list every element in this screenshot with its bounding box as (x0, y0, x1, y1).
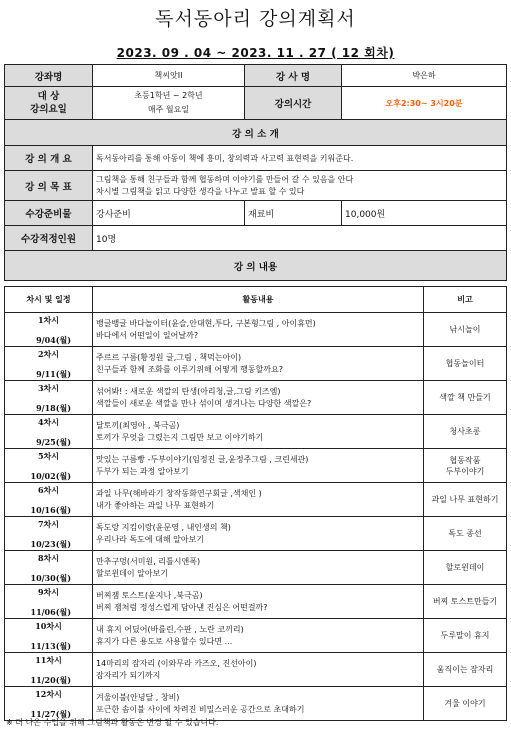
fee-value: 10,000원 (342, 201, 507, 226)
schedule-row (5, 619, 507, 653)
note-cell: 두루말이 휴지 (424, 619, 507, 653)
note-cell: 청사초롱 (424, 415, 507, 449)
session-cell (5, 585, 93, 619)
course-name-value: 책씨앗II (93, 65, 245, 87)
goal-line-2: 차시별 그림책을 읽고 다양한 생각을 나누고 발표 할 수 있다 (96, 186, 305, 196)
materials-label: 수강준비물 (5, 201, 93, 226)
course-content-header: 강 의 내용 (5, 251, 507, 281)
book-title: 과일 나무(해바라기 창작동화연구회글 ,색채인 ) (96, 488, 262, 498)
class-day: 매주 월요일 (147, 105, 190, 114)
activity-description: 휴지가 다른 용도로 사용할수 있다면 ... (96, 636, 233, 646)
session-number: 1차시 (37, 314, 60, 325)
schedule-row (5, 449, 507, 483)
note-cell: 색깔 책 만들기 (424, 381, 507, 415)
activity-cell (93, 415, 424, 449)
schedule-row (5, 551, 507, 585)
instructor-label: 강 사 명 (245, 65, 342, 87)
activity-description: 색깔들이 새로운 색깔을 만나 섞이며 생겨나는 다양한 색깔은? (96, 398, 312, 408)
activity-cell (93, 517, 424, 551)
note-cell: 움직이는 잠자리 (424, 653, 507, 687)
materials-value: 강사준비 (93, 201, 245, 226)
session-number: 3차시 (37, 382, 60, 393)
activity-cell (93, 347, 424, 381)
session-number: 9차시 (37, 586, 60, 597)
activity-cell (93, 381, 424, 415)
session-date: 11/06(월) (30, 606, 71, 617)
schedule-row (5, 653, 507, 687)
book-title: 내 휴지 어딨어(바를린,수판 , 노란 코끼리) (96, 624, 244, 634)
book-title: 만추구멍(서미원, 리틀시앤폭) (96, 556, 201, 566)
book-title: 맛있는 구름빵 -두부이야기(임정진 글,윤정주그림 , 크린세관) (96, 454, 309, 464)
session-cell (5, 313, 93, 347)
class-time-value: 오후2:30~ 3시20분 (342, 87, 507, 120)
activity-description: 친구들과 함께 조화를 이루기위해 어떻게 행동할까요? (96, 364, 283, 374)
session-cell (5, 687, 93, 721)
note-cell: 할로윈데이 (424, 551, 507, 585)
session-number: 7차시 (37, 518, 60, 529)
target-day-label: 대 상 강의요일 (5, 87, 93, 120)
activity-description: 두부가 되는 과정 알아보기 (96, 466, 189, 476)
course-intro-header: 강 의 소 개 (5, 120, 507, 146)
session-date: 11/27(월) (30, 708, 71, 719)
schedule-row (5, 313, 507, 347)
session-date: 10/16(월) (30, 504, 71, 515)
schedule-row (5, 347, 507, 381)
book-title: 주르르 구름(황정원 글,그림 , 책먹는아이) (96, 352, 242, 362)
session-date: 10/30(월) (30, 572, 71, 583)
course-name-label: 강좌명 (5, 65, 93, 87)
capacity-value: 10명 (93, 226, 507, 251)
session-date: 10/02(월) (30, 470, 71, 481)
session-date: 9/11(월) (36, 368, 71, 379)
target-grade: 초등1학년 ~ 2학년 (134, 91, 203, 100)
session-date: 9/25(월) (36, 436, 71, 447)
session-cell (5, 653, 93, 687)
activity-cell (93, 653, 424, 687)
activity-description: 잠자리가 되기까지 (96, 670, 161, 680)
activity-description: 버찌 잼처럼 정성스럽게 담아낸 진심은 어떤걸까? (96, 602, 268, 612)
schedule-row (5, 415, 507, 449)
session-cell (5, 347, 93, 381)
note-cell: 낚시놀이 (424, 313, 507, 347)
goal-value (93, 171, 507, 201)
schedule-row (5, 483, 507, 517)
class-time-label: 강의시간 (245, 87, 342, 120)
activity-description: 내가 좋아하는 과일 나무 표현하기 (96, 500, 215, 510)
note-cell: 독도 종선 (424, 517, 507, 551)
note-cell: 버찌 토스트만들기 (424, 585, 507, 619)
activity-cell (93, 585, 424, 619)
activity-cell (93, 687, 424, 721)
note-cell: 과일 나무 표현하기 (424, 483, 507, 517)
session-cell (5, 381, 93, 415)
target-day-value (93, 87, 245, 120)
session-date: 9/18(월) (36, 402, 71, 413)
instructor-value: 박은하 (342, 65, 507, 87)
fee-label: 재료비 (245, 201, 342, 226)
col-session-header: 차시 및 일정 (5, 287, 93, 313)
capacity-label: 수강적정인원 (5, 226, 93, 251)
goal-label: 강 의 목 표 (5, 171, 93, 201)
activity-cell (93, 483, 424, 517)
activity-description: 우리나라 독도에 대해 알아보기 (96, 534, 205, 544)
session-number: 2차시 (37, 348, 60, 359)
session-cell (5, 551, 93, 585)
col-activity-header: 활동내용 (93, 287, 424, 313)
book-title: 달토끼(최영아 , 북극곰) (96, 420, 180, 430)
book-title: 겨울이불(안녕달 , 창비) (96, 692, 180, 702)
book-title: 14마리의 잠자리 (이와무라 카즈오, 진선아이) (96, 658, 257, 668)
book-title: 독도랑 지킴이랑(윤문영 , 내인생의 책) (96, 522, 231, 532)
activity-cell (93, 313, 424, 347)
activity-description: 포근한 솜이불 사이에 차려진 비밀스러운 공간으로 초대하기 (96, 704, 305, 714)
activity-cell (93, 449, 424, 483)
session-date: 10/23(월) (30, 538, 71, 549)
schedule-row (5, 381, 507, 415)
goal-line-1: 그림책을 통해 친구들과 함께 협동하며 이야기를 만들어 갈 수 있음을 안다 (96, 174, 354, 184)
session-cell (5, 415, 93, 449)
activity-description: 토끼가 무엇을 그렸는지 그림만 보고 이야기하기 (96, 432, 264, 442)
col-note-header: 비고 (424, 287, 507, 313)
session-number: 11차시 (35, 654, 62, 665)
schedule-row (5, 585, 507, 619)
overview-value: 독서동아리를 통해 아동이 책에 흥미, 창의력과 사고력 표현력을 키워준다. (93, 146, 507, 171)
note-cell: 겨울 이야기 (424, 687, 507, 721)
overview-label: 강 의 개 요 (5, 146, 93, 171)
session-cell (5, 517, 93, 551)
session-number: 6차시 (37, 484, 60, 495)
session-number: 5차시 (37, 450, 60, 461)
activity-cell (93, 619, 424, 653)
session-date: 11/13(월) (30, 640, 71, 651)
activity-description: 할로윈데이 알아보기 (96, 568, 169, 578)
book-title: 뱅글뱅글 바다놀이터(윤슬,안대현,투다, 구본형그림 , 아이휴먼) (96, 318, 316, 328)
footnote: ※ 더 나은 수업을 위해 그림책과 활동은 변경 될 수 있습니다. (6, 718, 219, 727)
course-period: 2023. 09 . 04 ~ 2023. 11 . 27 ( 12 회차) (116, 46, 395, 60)
schedule-table (4, 286, 507, 721)
session-cell (5, 483, 93, 517)
book-title: 섞어봐! : 새로운 색깔의 탄생(아리청,글,그림 키즈엠) (96, 386, 281, 396)
session-date: 9/04(월) (36, 334, 71, 345)
schedule-row (5, 687, 507, 721)
session-cell (5, 619, 93, 653)
activity-description: 바다에서 어떤일이 일어날까? (96, 330, 199, 340)
activity-cell (93, 551, 424, 585)
note-cell: 협동작품 두부이야기 (424, 449, 507, 483)
session-number: 10차시 (35, 620, 62, 631)
schedule-row (5, 517, 507, 551)
book-title: 버찌잼 토스트(윤지나 ,북극곰) (96, 590, 203, 600)
session-date: 11/20(월) (30, 674, 71, 685)
session-number: 4차시 (37, 416, 60, 427)
session-cell (5, 449, 93, 483)
session-number: 12차시 (35, 688, 62, 699)
document-title: 독서동아리 강의계획서 (155, 8, 356, 30)
course-info-table (4, 64, 507, 281)
session-number: 8차시 (37, 552, 60, 563)
note-cell: 협동놀이터 (424, 347, 507, 381)
